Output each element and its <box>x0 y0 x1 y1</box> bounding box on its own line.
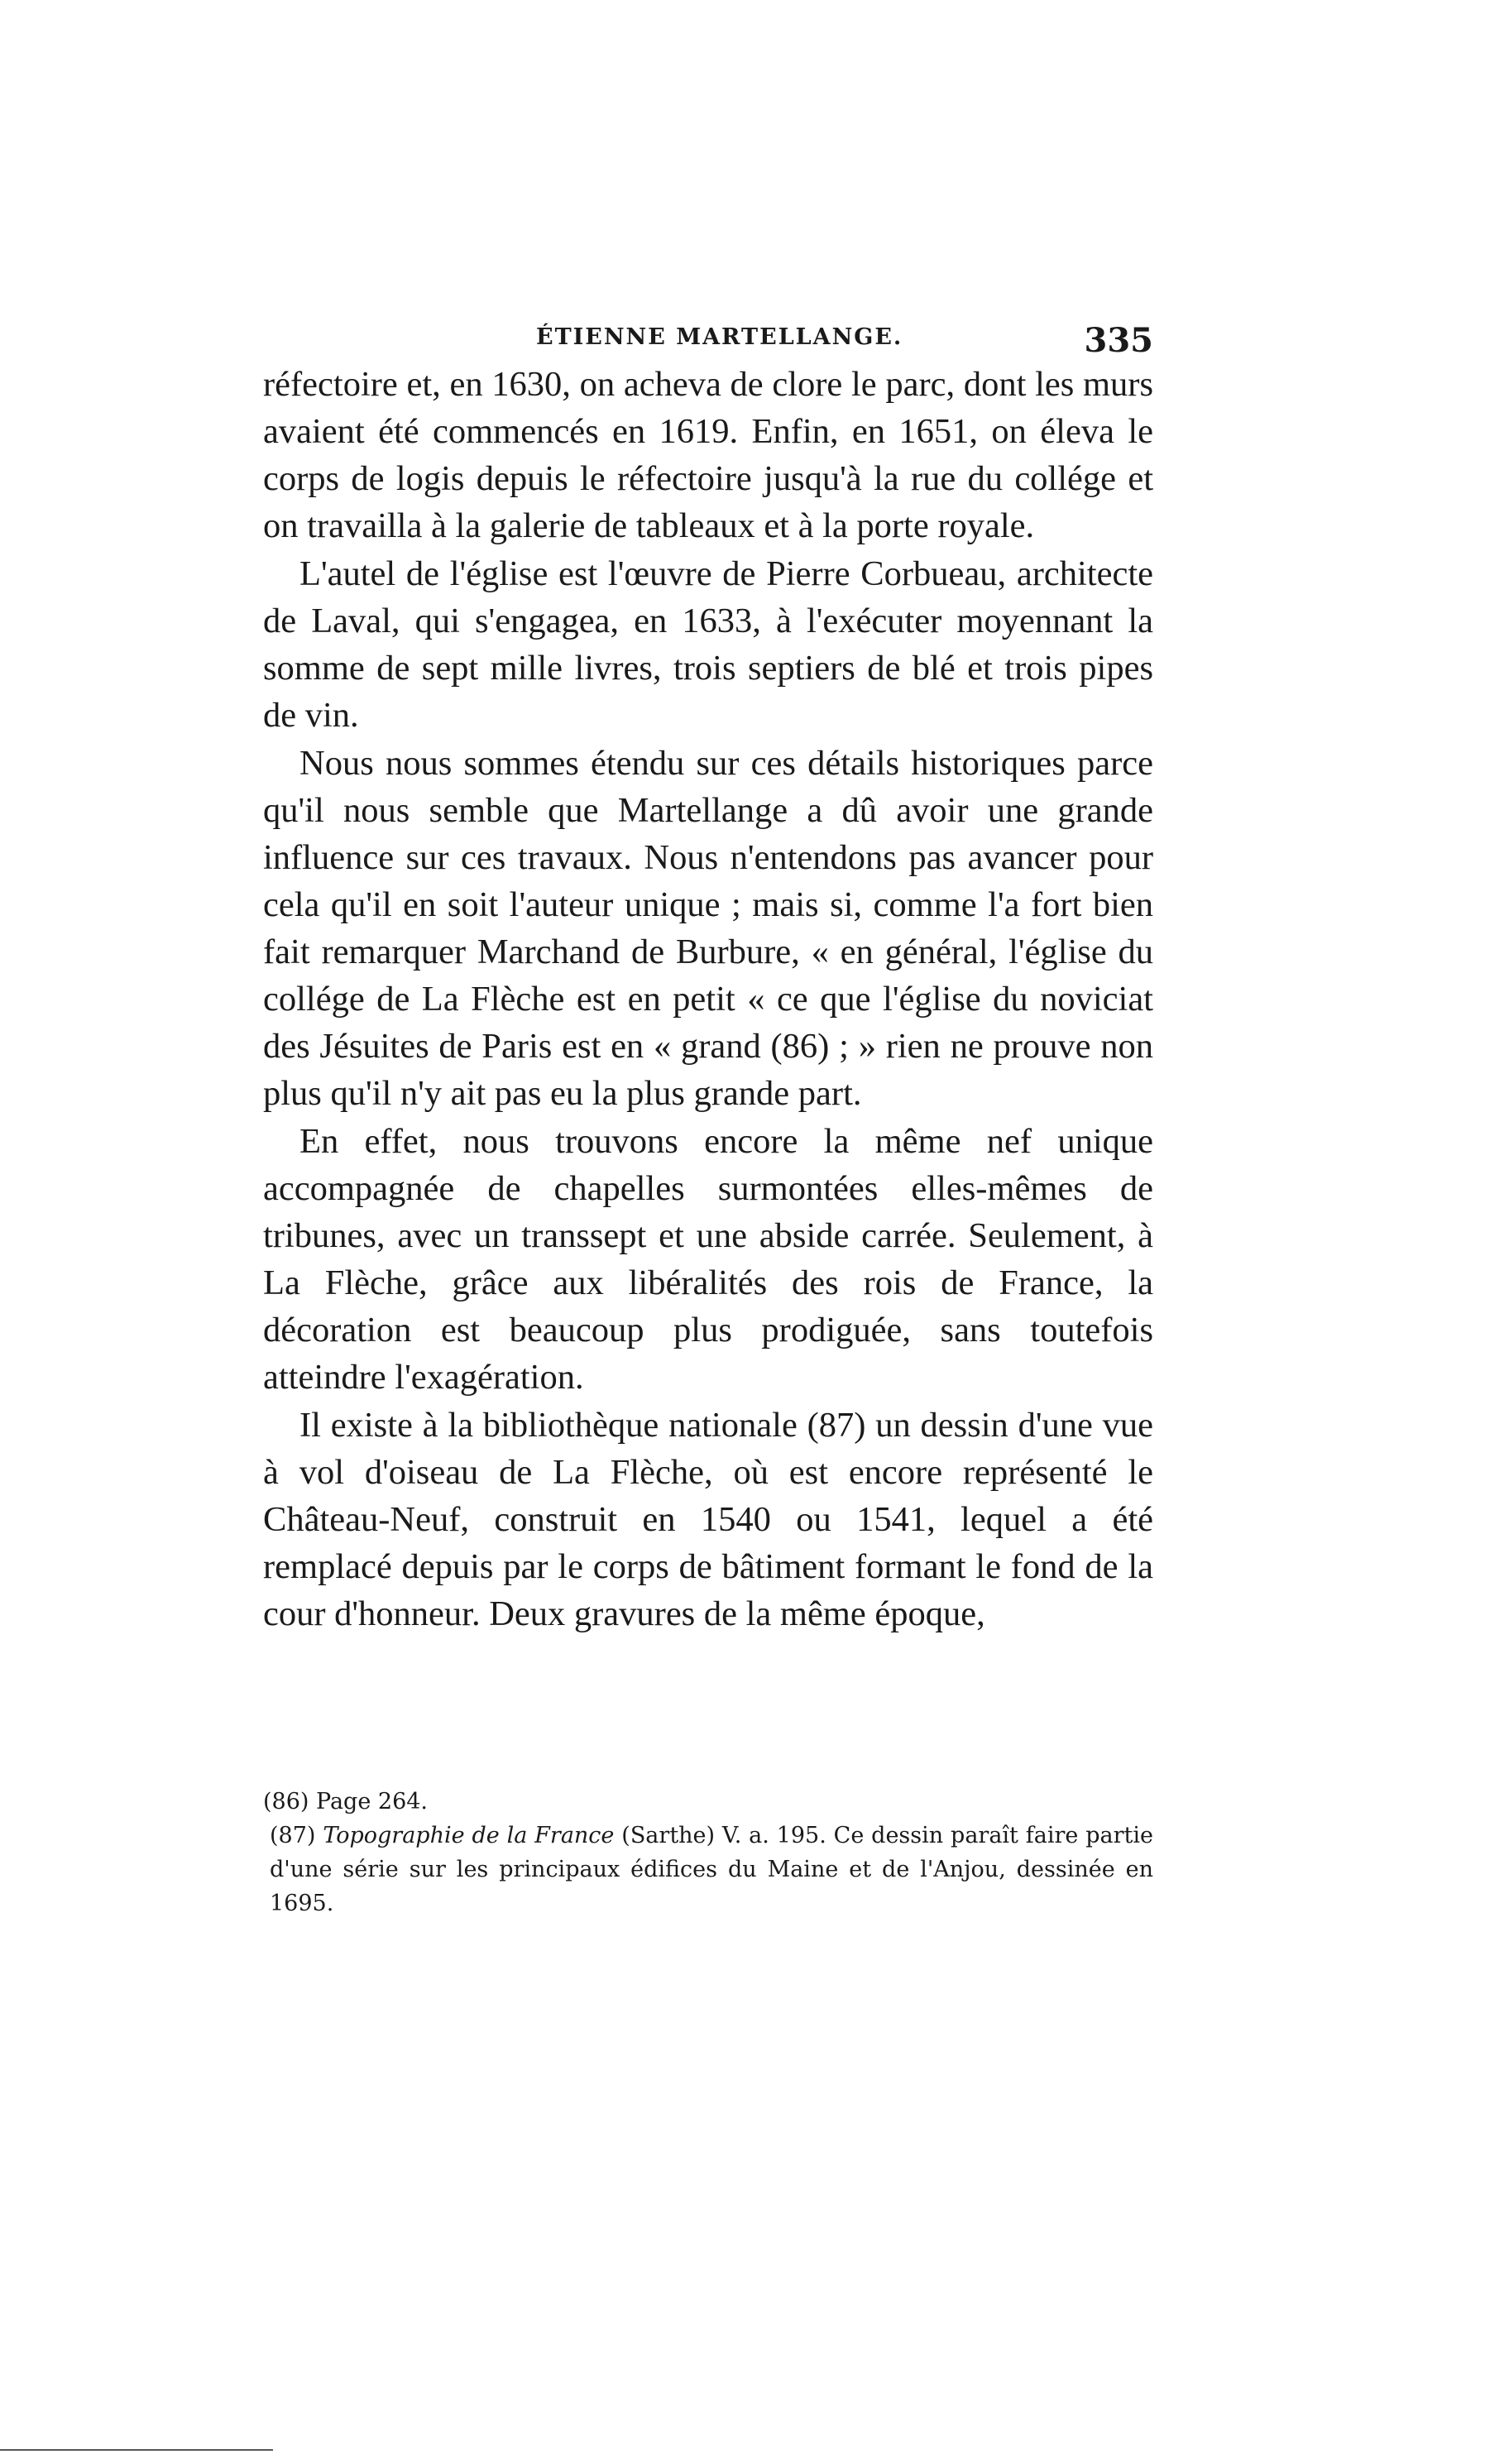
footnote-87 <box>263 1819 1153 1920</box>
body-text <box>263 361 1153 1637</box>
running-title: ÉTIENNE MARTELLANGE. <box>536 324 903 350</box>
footnote-86: (86) Page 264. <box>263 1789 429 1814</box>
bottom-rule <box>0 2449 273 2451</box>
footnote-87-text: (Sarthe) V. a. 195. Ce dessin paraît faire partie d'une série sur les principaux édifices du Maine et de l'Anjou, dessinée en 1695. <box>270 1823 1153 1916</box>
running-head <box>263 321 1153 362</box>
footnotes <box>263 1785 1153 1920</box>
paragraph-continuation: réfectoire et, en 1630, on acheva de clore le parc, dont les murs avaient été commencés en 1619. Enfin, en 1651, on éleva le corps de logis depuis le réfectoire jusqu'à la rue du collége et on travailla à la galerie de tableaux et à la porte royale. <box>263 365 1153 545</box>
paragraph: Il existe à la bibliothèque nationale (87) un dessin d'une vue à vol d'oiseau de La Flèche, où est encore représenté le Château-Neuf, construit en 1540 ou 1541, lequel a été remplacé depuis par le corps de bâtiment formant le fond de la cour d'honneur. Deux gravures de la même époque, <box>263 1406 1153 1633</box>
footnote-87-marker: (87) <box>270 1823 316 1848</box>
footnote-87-title: Topographie de la France <box>323 1823 615 1848</box>
page-number: 335 <box>1084 321 1153 360</box>
paragraph: L'autel de l'église est l'œuvre de Pierre Corbueau, architecte de Laval, qui s'engagea, en 1633, à l'exécuter moyennant la somme de sept mille livres, trois septiers de blé et trois pipes de vin. <box>263 554 1153 735</box>
paragraph: En effet, nous trouvons encore la même nef unique accompagnée de chapelles surmontées elles-mêmes de tribunes, avec un transsept et une abside carrée. Seulement, à La Flèche, grâce aux libéralités des rois de France, la décoration est beaucoup plus prodiguée, sans toutefois atteindre l'exagération. <box>263 1122 1153 1397</box>
paragraph: Nous nous sommes étendu sur ces détails historiques parce qu'il nous semble que Martellange a dû avoir une grande influence sur ces travaux. Nous n'entendons pas avancer pour cela qu'il en soit l'auteur unique ; mais si, comme l'a fort bien fait remarquer Marchand de Burbure, « en général, l'église du collége de La Flèche est en petit « ce que l'église du noviciat des Jésuites de Paris est en « grand (86) ; » rien ne prouve non plus qu'il n'y ait pas eu la plus grande part. <box>263 744 1153 1113</box>
